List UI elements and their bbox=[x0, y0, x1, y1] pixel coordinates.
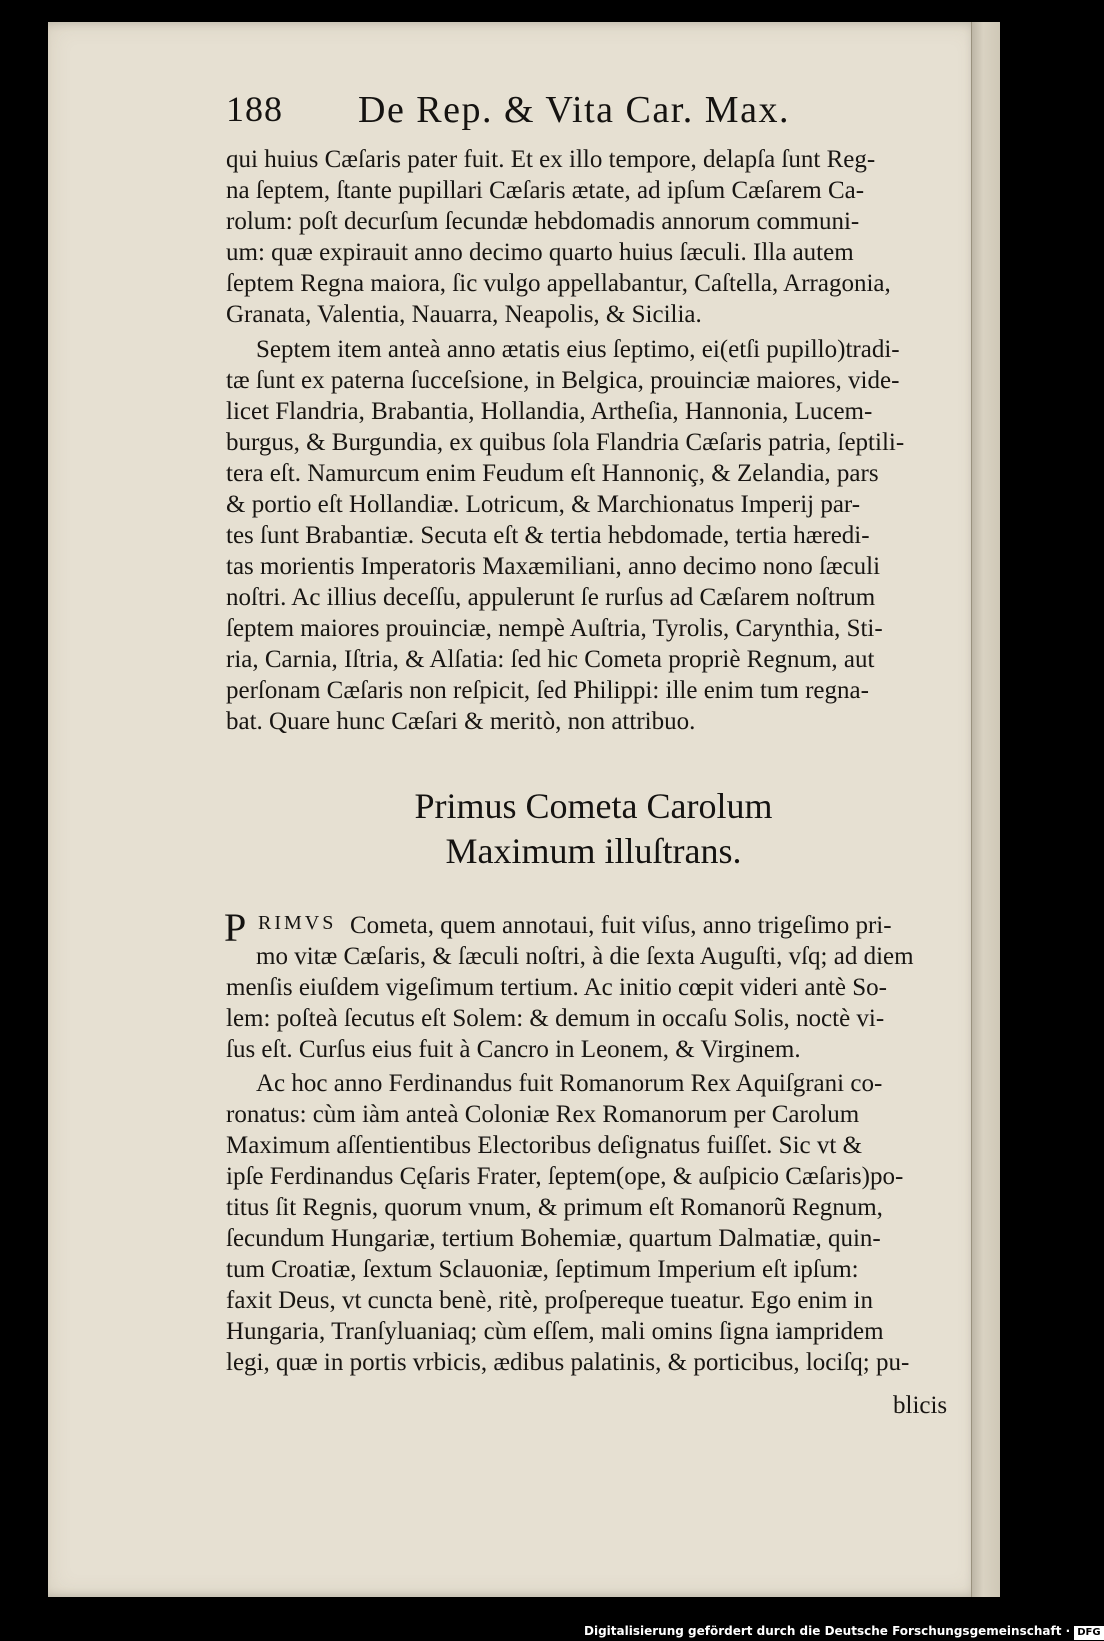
body-line: ſeptem maiores prouinciæ, nempè Auſtria, Tyrolis, Carynthia, Sti- bbox=[226, 615, 883, 642]
body-line: titus ſit Regnis, quorum vnum, & primum eſt Romanorũ Regnum, bbox=[226, 1194, 883, 1221]
body-line: licet Flandria, Brabantia, Hollandia, Artheſia, Hannonia, Lucem- bbox=[226, 398, 873, 425]
body-line: Granata, Valentia, Nauarra, Neapolis, & Sicilia. bbox=[226, 301, 702, 328]
body-line: tæ ſunt ex paterna ſucceſsione, in Belgica, prouinciæ maiores, vide- bbox=[226, 367, 900, 394]
body-line: Hungaria, Tranſyluaniaq; cùm eſſem, mali omins ſigna iampridem bbox=[226, 1318, 884, 1345]
body-line: ſecundum Hungariæ, tertium Bohemiæ, quartum Dalmatiæ, quin- bbox=[226, 1225, 881, 1252]
body-line: legi, quæ in portis vrbicis, ædibus palatinis, & porticibus, lociſq; pu- bbox=[226, 1349, 910, 1376]
body-line: rolum: poſt decurſum ſecundæ hebdomadis annorum communi- bbox=[226, 208, 860, 235]
body-line: faxit Deus, vt cuncta benè, ritè, proſpereque tueatur. Ego enim in bbox=[226, 1287, 873, 1314]
body-line: Septem item anteà anno ætatis eius ſeptimo, ei(etſi pupillo)tradi- bbox=[256, 336, 900, 363]
body-line: um: quæ expirauit anno decimo quarto huius ſæculi. Illa autem bbox=[226, 239, 854, 266]
body-line: lem: poſteà ſecutus eſt Solem: & demum in occaſu Solis, noctè vi- bbox=[226, 1005, 885, 1032]
body-line: ronatus: cùm iàm anteà Coloniæ Rex Romanorum per Carolum bbox=[226, 1101, 860, 1128]
body-line: tera eſt. Namurcum enim Feudum eſt Hannoniç, & Zelandia, pars bbox=[226, 460, 879, 487]
body-line: burgus, & Burgundia, ex quibus ſola Flandria Cæſaris patria, ſeptili- bbox=[226, 429, 905, 456]
small-caps-word: RIMVS bbox=[258, 912, 337, 934]
page-header bbox=[226, 88, 966, 138]
section-title-line-1: Primus Cometa Carolum bbox=[414, 786, 773, 826]
body-line: menſis eiuſdem vigeſimum tertium. Ac initio cœpit videri antè So- bbox=[226, 974, 887, 1001]
body-line: bat. Quare hunc Cæſari & meritò, non attribuo. bbox=[226, 708, 696, 735]
footer-text: Digitalisierung gefördert durch die Deutsche Forschungsgemeinschaft · bbox=[584, 1624, 1071, 1638]
page-number: 188 bbox=[226, 89, 283, 129]
page-edge bbox=[971, 22, 1000, 1597]
dfg-logo-icon: DFG bbox=[1074, 1626, 1103, 1640]
catchword: blicis bbox=[893, 1392, 948, 1419]
body-line: ipſe Ferdinandus Cęſaris Frater, ſeptem(ope, & auſpicio Cæſaris)po- bbox=[226, 1163, 904, 1190]
body-line: Cometa, quem annotaui, fuit viſus, anno trigeſimo pri- bbox=[350, 912, 892, 939]
body-line: tes ſunt Brabantiæ. Secuta eſt & tertia hebdomade, tertia hæredi- bbox=[226, 522, 870, 549]
body-line: tas morientis Imperatoris Maxæmiliani, anno decimo nono ſæculi bbox=[226, 553, 881, 580]
section-title-line-2: Maximum illuſtrans. bbox=[445, 831, 742, 871]
footer-credit bbox=[584, 1622, 1101, 1641]
drop-cap: P bbox=[224, 905, 247, 950]
body-line: ria, Carnia, Iſtria, & Alſatia: ſed hic Cometa propriè Regnum, aut bbox=[226, 646, 875, 673]
body-line: noſtri. Ac illius deceſſu, appulerunt ſe rurſus ad Cæſarem noſtrum bbox=[226, 584, 876, 611]
body-line: mo vitæ Cæſaris, & ſæculi noſtri, à die ſexta Auguſti, vſq; ad diem bbox=[256, 943, 914, 970]
body-line: ſus eſt. Curſus eius fuit à Cancro in Leonem, & Virginem. bbox=[226, 1036, 801, 1063]
body-line: qui huius Cæſaris pater fuit. Et ex illo tempore, delapſa ſunt Reg- bbox=[226, 146, 876, 173]
body-line: na ſeptem, ſtante pupillari Cæſaris ætate, ad ipſum Cæſarem Ca- bbox=[226, 177, 865, 204]
body-line: tum Croatiæ, ſextum Sclauoniæ, ſeptimum Imperium eſt ipſum: bbox=[226, 1256, 859, 1283]
body-line: & portio eſt Hollandiæ. Lotricum, & Marchionatus Imperij par- bbox=[226, 491, 861, 518]
running-title: De Rep. & Vita Car. Max. bbox=[358, 89, 790, 131]
body-line: Ac hoc anno Ferdinandus fuit Romanorum Rex Aquiſgrani co- bbox=[256, 1070, 883, 1097]
body-line: ſeptem Regna maiora, ſic vulgo appellabantur, Caſtella, Arragonia, bbox=[226, 270, 891, 297]
body-line: Maximum aſſentientibus Electoribus deſignatus fuiſſet. Sic vt & bbox=[226, 1132, 863, 1159]
body-line: perſonam Cæſaris non reſpicit, ſed Philippi: ille enim tum regna- bbox=[226, 677, 869, 704]
